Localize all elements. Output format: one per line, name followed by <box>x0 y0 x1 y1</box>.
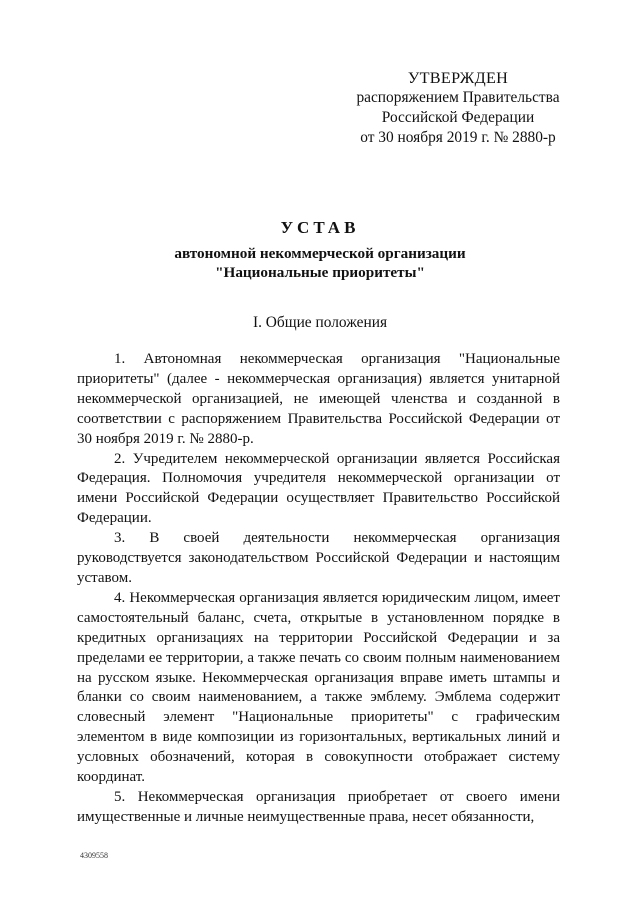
paragraph: 2. Учредителем некоммерческой организации является Российская Федерация. Полномочия учредителя некоммерческой организации от имени Российской Федерации осуществляет Правительство Российской Федерации. <box>77 450 560 527</box>
paragraph: 5. Некоммерческая организация приобретает от своего имени имущественные и личные неимущественные права, несет обязанности, <box>77 788 560 825</box>
document-body <box>77 350 560 828</box>
approval-line: Российской Федерации <box>381 109 535 126</box>
footer-code: 4309558 <box>80 851 108 860</box>
section-heading: I. Общие положения <box>252 314 388 331</box>
subtitle-line: автономной некоммерческой организации <box>174 245 466 262</box>
document-title: УСТАВ <box>280 218 360 237</box>
subtitle-line: "Национальные приоритеты" <box>215 264 425 281</box>
paragraph: 3. В своей деятельности некоммерческая организация руководствуется законодательством Российской Федерации и настоящим уставом. <box>77 530 560 586</box>
approval-line: от 30 ноября 2019 г. № 2880-р <box>360 129 556 146</box>
approval-line: распоряжением Правительства <box>356 89 560 106</box>
document-subtitle <box>0 244 640 282</box>
paragraph: 4. Некоммерческая организация является юридическим лицом, имеет самостоятельный баланс, счета, открытые в установленном порядке в кредитных организациях на территории Российской Федерации и за пределами ее территории, а также печать со своим полным наименованием на русском языке. Некоммерческая организация вправе иметь штампы и бланки со своим наименованием, а также эмблему. Эмблема содержит словесный элемент "Национальные приоритеты" с графическим элементом в виде композиции из горизонтальных, вертикальных линий и условных обозначений, которая в совокупности отображает систему координат. <box>77 589 560 786</box>
approval-heading: УТВЕРЖДЕН <box>407 69 509 87</box>
paragraph: 1. Автономная некоммерческая организация "Национальные приоритеты" (далее - некоммерческая организация) является унитарной некоммерческой организацией, не имеющей членства и созданной в соответствии с распоряжением Правительства Российской Федерации от 30 ноября 2019 г. № 2880-р. <box>77 351 560 447</box>
approval-stamp <box>340 68 576 148</box>
